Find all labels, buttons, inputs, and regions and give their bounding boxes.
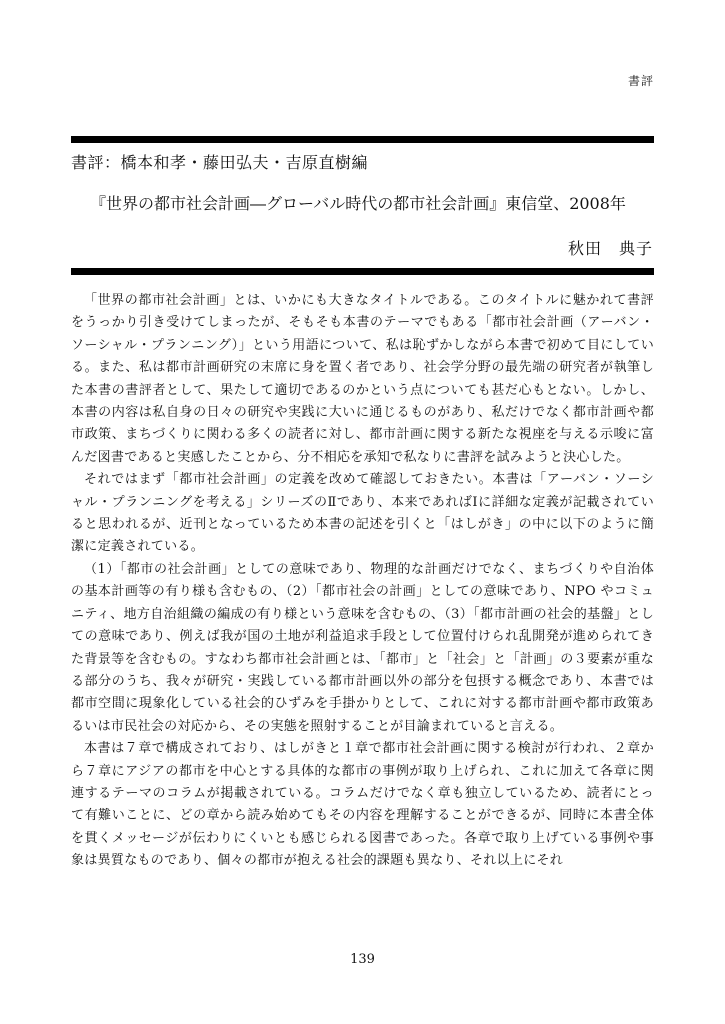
paragraph-1: 「世界の都市社会計画」とは、いかにも大きなタイトルである。このタイトルに魅かれて書評をうっかり引き受けてしまったが、そもそも本書のテーマでもある「都市社会計画（アーバン・ソーシャル・プランニング）」という用語について、私は恥ずかしながら本書で初めて目にしている。また、私は都市計画研究の末席に身を置く者であり、社会学分野の最先端の研究者が執筆した本書の書評者として、果たして適切であるのかという点についても甚だ心もとない。しかし、本書の内容は私自身の日々の研究や実践に大いに通じるものがあり、私だけでなく都市計画や都市政策、まちづくりに関わる多くの読者に対し、都市計画に関する新たな視座を与える示唆に富んだ図書であると実感したことから、分不相応を承知で私なりに書評を試みようと決心した。 — [71, 293, 654, 465]
review-title: 書評：橋本和孝・藤田弘夫・吉原直樹編 — [71, 153, 369, 172]
paragraph-4: 本書は７章で構成されており、はしがきと１章で都市社会計画に関する検討が行われ、２章から７章にアジアの都市を中心とする具体的な都市の事例が取り上げられ、これに加えて各章に関連するテーマのコラムが掲載されている。コラムだけでなく章も独立しているため、読者にとって有難いことに、どの章から読み始めてもその内容を理解することができるが、同時に本書全体を貫くメッセージが伝わりにくいとも感じられる図書であった。各章で取り上げている事例や事象は異質なものであり、個々の都市が抱える社会的課題も異なり、それ以上にそれ — [71, 741, 654, 869]
running-header: 書評 — [627, 74, 654, 88]
page-number: 139 — [350, 952, 375, 967]
paragraph-3: （1）「都市の社会計画」としての意味であり、物理的な計画だけでなく、まちづくりや自治体の基本計画等の有り様も含むもの、（2）「都市社会の計画」としての意味であり、NPO やコミュニティ、地方自治組織の編成の有り様という意味を含むもの、（3）「都市計画の社会的基盤」としての意味であり、例えば我が国の土地が利益追求手段として位置付けられ乱開発が進められてきた背景等を含むもの。すなわち都市社会計画とは、「都市」と「社会」と「計画」の３要素が重なる部分のうち、我々が研究・実践している都市計画以外の部分を包摂する概念であり、本書では都市空間に現象化している社会的ひずみを手掛かりとして、これに対する都市計画や都市政策あるいは市民社会の対応から、その実態を照射することが目論まれていると言える。 — [71, 561, 654, 734]
title-bottom-rule — [71, 268, 654, 275]
book-title: 『世界の都市社会計画―グローバル時代の都市社会計画』東信堂、2008年 — [90, 194, 626, 213]
paragraph-2: それではまず「都市社会計画」の定義を改めて確認しておきたい。本書は「アーバン・ソーシャル・プランニングを考える」シリーズのⅡであり、本来であればⅠに詳細な定義が記載されていると思われるが、近刊となっているため本書の記述を引くと「はしがき」の中に以下のように簡潔に定義されている。 — [71, 472, 654, 555]
reviewer-name: 秋田 典子 — [567, 239, 653, 258]
review-body — [71, 290, 654, 873]
title-top-rule — [71, 136, 654, 143]
